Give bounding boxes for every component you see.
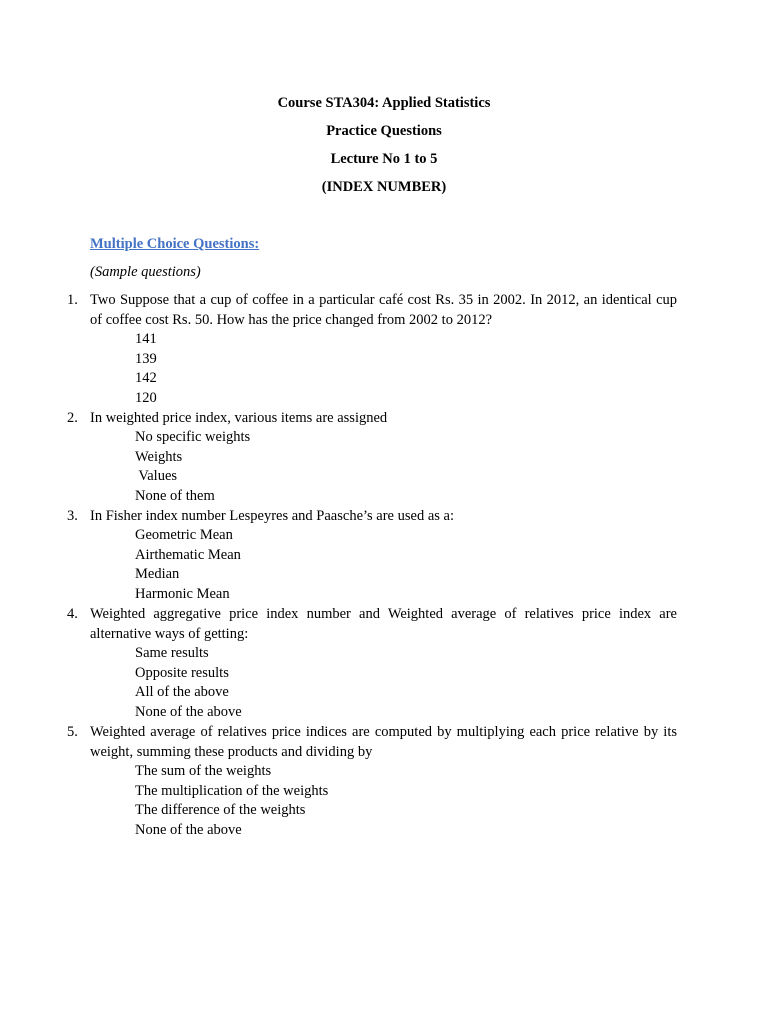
option: No specific weights <box>135 429 251 445</box>
question-text: In weighted price index, various items are assigned <box>90 410 388 426</box>
question-number: 5. <box>67 724 78 740</box>
course-title: Course STA304: Applied Statistics <box>277 95 491 111</box>
option-list <box>0 762 768 840</box>
section-title: Multiple Choice Questions: <box>90 236 260 252</box>
practice-questions-title: Practice Questions <box>326 123 442 139</box>
option: Opposite results <box>135 664 229 681</box>
option: The multiplication of the weights <box>135 782 329 799</box>
lecture-range: Lecture No 1 to 5 <box>330 151 438 167</box>
question-4 <box>0 604 768 722</box>
question-text: Weighted average of relatives price indices are computed by multiplying each price relative by its weight, summing these products and dividing by <box>90 724 677 760</box>
topic-title: (INDEX NUMBER) <box>321 179 447 195</box>
question-number: 3. <box>67 508 78 524</box>
question-number: 2. <box>67 410 78 426</box>
option: All of the above <box>135 684 229 700</box>
option: 141 <box>135 331 157 347</box>
question-number: 4. <box>67 606 78 622</box>
question-text: Weighted aggregative price index number and Weighted average of relatives price index are alternative ways of getting: <box>90 606 677 642</box>
section-note: (Sample questions) <box>90 264 201 280</box>
option: Median <box>135 566 180 582</box>
option: Same results <box>135 645 209 661</box>
option-list <box>0 428 768 506</box>
option: The sum of the weights <box>135 763 272 779</box>
option: 120 <box>135 389 157 406</box>
option: Harmonic Mean <box>135 585 230 602</box>
question-2 <box>0 408 768 506</box>
option: None of them <box>135 487 215 504</box>
option: None of the above <box>135 821 242 838</box>
option: Geometric Mean <box>135 527 233 543</box>
question-number: 1. <box>67 292 78 308</box>
option: The difference of the weights <box>135 802 306 818</box>
option-list <box>0 644 768 722</box>
option: Airthematic Mean <box>135 546 241 563</box>
question-1 <box>0 290 768 408</box>
option-list <box>0 526 768 604</box>
question-text: In Fisher index number Lespeyres and Paasche’s are used as a: <box>90 508 454 524</box>
option: 139 <box>135 350 157 367</box>
option: 142 <box>135 370 157 386</box>
question-list <box>0 290 768 840</box>
option: Values <box>135 468 178 484</box>
option: None of the above <box>135 703 242 720</box>
option-list <box>0 330 768 408</box>
question-5 <box>0 722 768 840</box>
question-text: Two Suppose that a cup of coffee in a particular café cost Rs. 35 in 2002. In 2012, an identical cup of coffee cost Rs. 50. How has the price changed from 2002 to 2012? <box>90 292 677 328</box>
question-3 <box>0 506 768 604</box>
option: Weights <box>135 448 183 465</box>
